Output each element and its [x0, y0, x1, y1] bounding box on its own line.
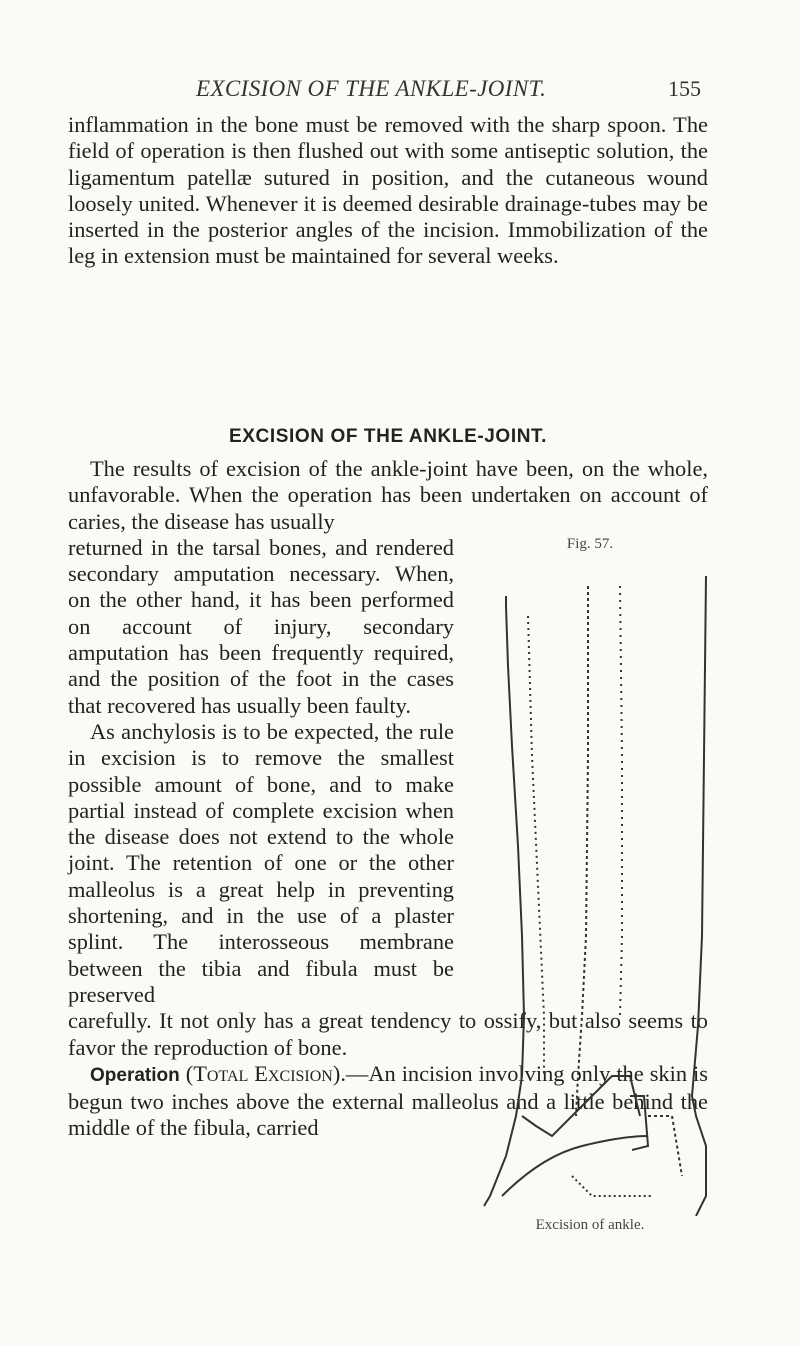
- operation-subtitle: (Total Excision).: [185, 1060, 346, 1086]
- figure: [472, 536, 708, 1233]
- figure-label: Fig. 57.: [566, 536, 614, 552]
- talus-outline: [502, 1136, 648, 1196]
- wrapped-column: [68, 535, 454, 1008]
- running-head: EXCISION OF THE ANKLE-JOINT.: [196, 76, 547, 101]
- malleolus-outline: [522, 1076, 640, 1136]
- ankle-bones-illustration: [472, 556, 708, 1216]
- tibia-outline: [484, 596, 524, 1206]
- operation-text: —An incision involving only the skin is begun two inches above the external malleolus and a little behind the middle of the fibula, carried: [68, 1060, 708, 1141]
- tibia-inner-line: [528, 616, 544, 1076]
- text-block-top: [68, 112, 708, 270]
- paragraph: The results of excision of the ankle-joint have been, on the whole, unfavorable. When the operation has been undertaken on account of caries, the disease has usually: [68, 456, 708, 534]
- operation-label: Operation: [90, 1064, 180, 1086]
- paragraph: returned in the tarsal bones, and rendered secondary amputation necessary. When, on the other hand, it has been performed on account of injury, secondary amputation has been frequently required, and the position of the foot in the cases that recovered has usually been faulty.: [68, 534, 454, 718]
- section-heading: EXCISION OF THE ANKLE-JOINT.: [228, 426, 547, 447]
- page-number: 155: [668, 76, 701, 101]
- leg-outline-right: [692, 576, 706, 1216]
- page-header: [0, 76, 800, 110]
- paragraph: As anchylosis is to be expected, the rule in excision is to remove the smallest possible amount of bone, and to make partial instead of complete excision when the disease does not extend to the whole joint. The retention of one or the other malleolus is a great help in preventing shortening, and in the use of a plaster splint. The interosseous membrane between the tibia and fibula must be preserved: [68, 718, 454, 1007]
- foot-dotted: [648, 1116, 682, 1176]
- fibula-line-inner: [620, 586, 622, 1016]
- figure-caption: Excision of ankle.: [535, 1217, 645, 1233]
- paragraph: carefully. It not only has a great tendency to ossify, but also seems to favor the reproduction of bone.: [68, 1008, 708, 1060]
- foot-line: [572, 1176, 652, 1196]
- fibula-line: [576, 586, 588, 1116]
- paragraph: inflammation in the bone must be removed with the sharp spoon. The field of operation is then flushed out with some antiseptic solution, the ligamentum patellæ sutured in position, and the cutaneous wound loosely united. Whenever it is deemed desirable drainage-tubes may be inserted in the posterior angles of the incision. Immobilization of the leg in extension must be maintained for several weeks.: [68, 112, 708, 269]
- talus-block: [630, 1096, 648, 1150]
